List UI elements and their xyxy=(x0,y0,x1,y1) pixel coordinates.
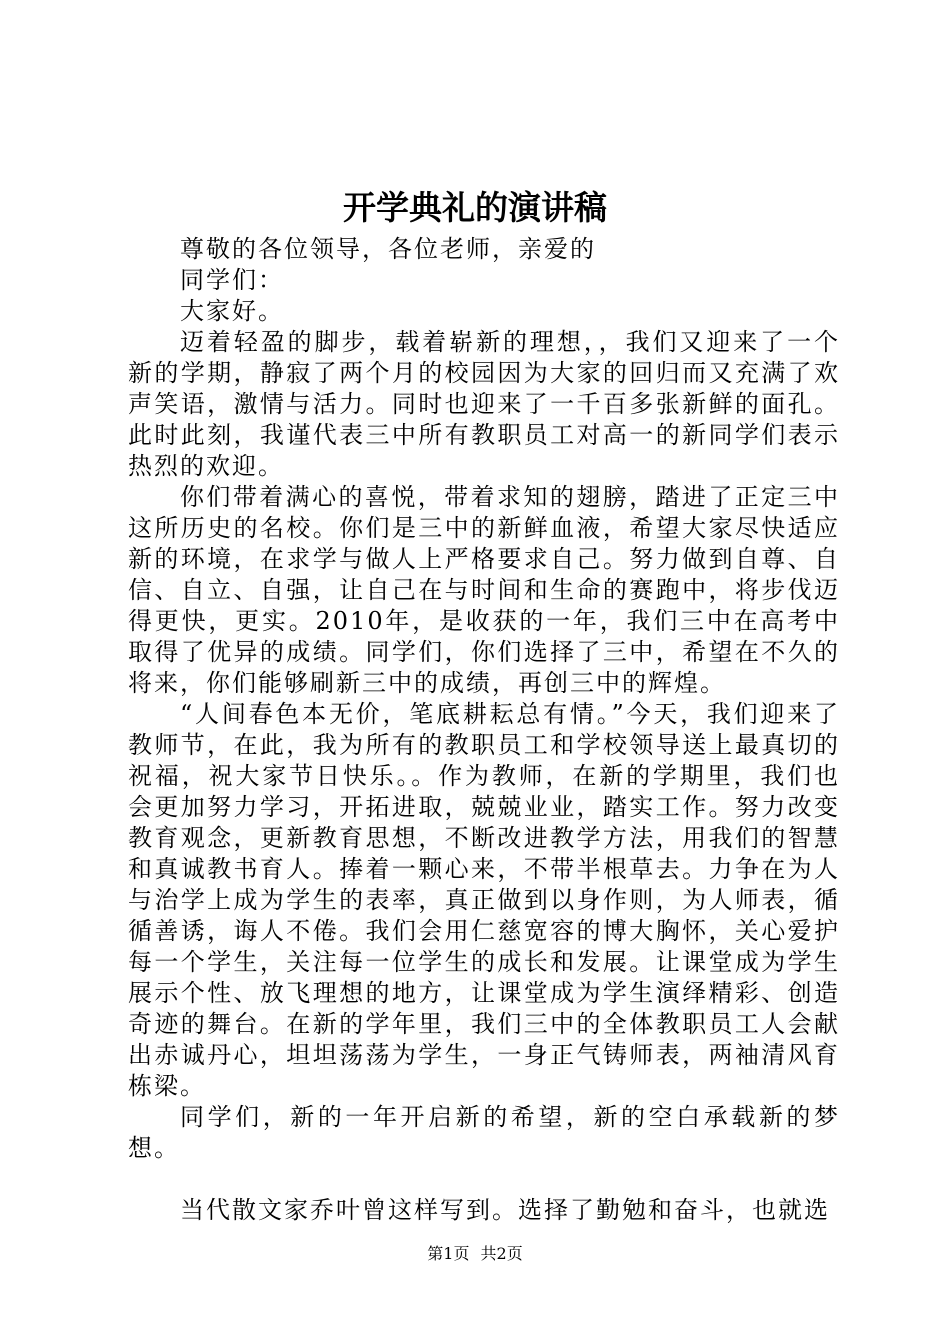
body-paragraph: “人间春色本无价，笔底耕耘总有情。”今天，我们迎来了教师节，在此，我为所有的教职员工和学校领导送上最真切的祝福，祝大家节日快乐。。作为教师，在新的学期里，我们也会更加努力学习，开拓进取，兢兢业业，踏实工作。努力改变教育观念，更新教育思想，不断改进教学方法，用我们的智慧和真诚教书育人。捧着一颗心来，不带半根草去。力争在为人与治学上成为学生的表率，真正做到以身作则，为人师表，循循善诱，诲人不倦。我们会用仁慈宽容的博大胸怀，关心爱护每一个学生，关注每一位学生的成长和发展。让课堂成为学生展示个性、放飞理想的地方，让课堂成为学生演绎精彩、创造奇迹的舞台。在新的学年里，我们三中的全体教职员工人会献出赤诚丹心，坦坦荡荡为学生，一身正气铸师表，两袖清风育栋梁。 xyxy=(128,700,840,1100)
body-paragraph: 当代散文家乔叶曾这样写到。选择了勤勉和奋斗，也就选 xyxy=(180,1196,830,1224)
page-total: 共2页 xyxy=(480,1244,523,1263)
body-paragraph: 你们带着满心的喜悦，带着求知的翅膀，踏进了正定三中这所历史的名校。你们是三中的新鲜血液，希望大家尽快适应新的环境，在求学与做人上严格要求自己。努力做到自尊、自信、自立、自强，让自己在与时间和生命的赛跑中，将步伐迈得更快，更实。2010年，是收获的一年，我们三中在高考中取得了优异的成绩。同学们，你们选择了三中，希望在不久的将来，你们能够刷新三中的成绩，再创三中的辉煌。 xyxy=(128,483,840,697)
page-number: 第1页 xyxy=(427,1244,470,1263)
salutation-line: 尊敬的各位领导，各位老师，亲爱的 xyxy=(180,235,596,263)
greeting-line: 大家好。 xyxy=(180,297,284,325)
body-paragraph: 同学们，新的一年开启新的希望，新的空白承载新的梦想。 xyxy=(128,1103,840,1162)
page-footer xyxy=(0,1242,950,1266)
document-title: 开学典礼的演讲稿 xyxy=(343,188,607,227)
salutation-line: 同学们： xyxy=(180,266,284,294)
document-body xyxy=(128,234,840,1226)
body-paragraph: 迈着轻盈的脚步，载着崭新的理想，，我们又迎来了一个新的学期，静寂了两个月的校园因为大家的回归而又充满了欢声笑语，激情与活力。同时也迎来了一千百多张新鲜的面孔。此时此刻，我谨代表三中所有教职员工对高一的新同学们表示热烈的欢迎。 xyxy=(128,328,840,480)
